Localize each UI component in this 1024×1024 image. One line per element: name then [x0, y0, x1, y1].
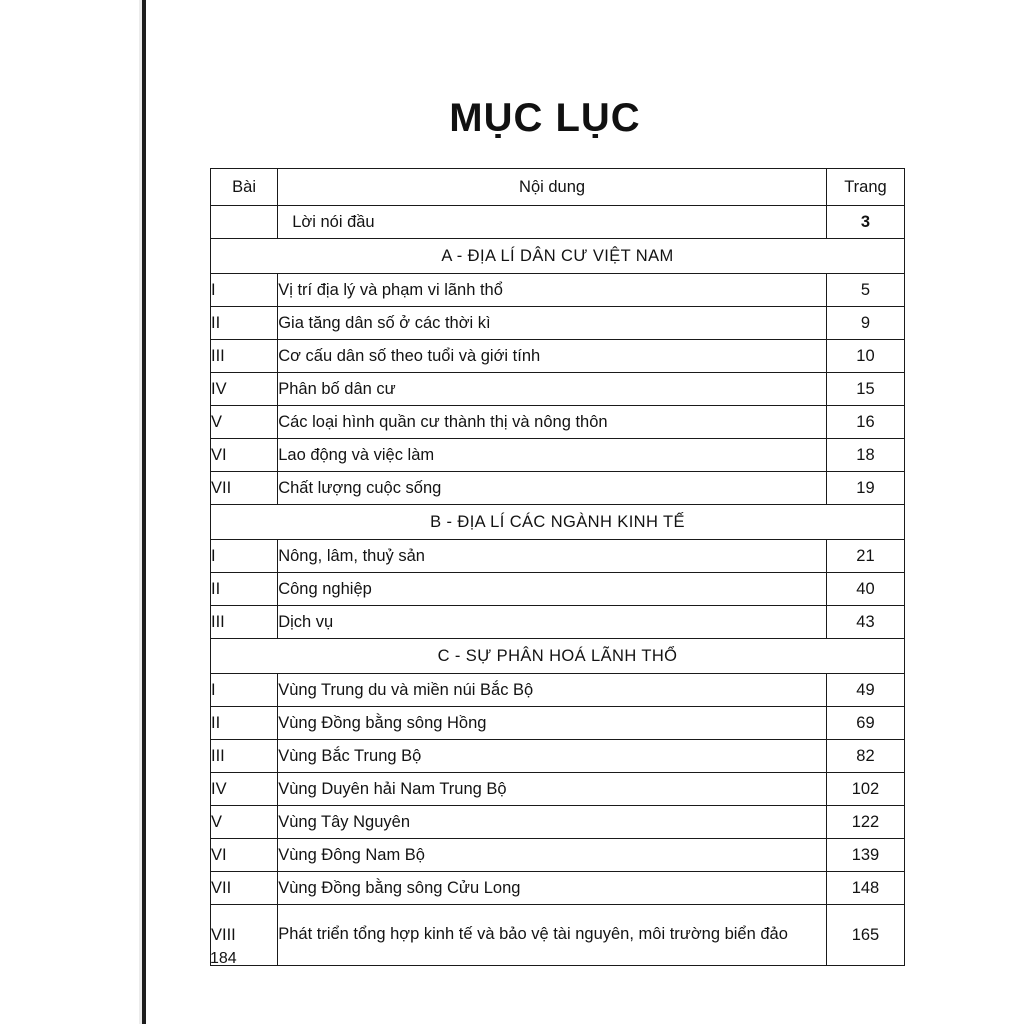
cell-bai	[211, 206, 278, 239]
cell-noi-dung: Công nghiệp	[278, 573, 827, 606]
cell-bai: IV	[211, 773, 278, 806]
cell-trang: 148	[826, 872, 904, 905]
cell-bai: II	[211, 307, 278, 340]
table-row	[211, 839, 905, 872]
table-row	[211, 274, 905, 307]
cell-bai: VIII	[211, 905, 278, 966]
cell-bai: VII	[211, 872, 278, 905]
table-row	[211, 707, 905, 740]
cell-bai: III	[211, 740, 278, 773]
page-title: MỤC LỤC	[449, 96, 641, 140]
cell-noi-dung: Các loại hình quần cư thành thị và nông thôn	[278, 406, 827, 439]
cell-trang: 43	[826, 606, 904, 639]
page-edge-light-band	[139, 0, 142, 1024]
column-header-trang: Trang	[826, 169, 904, 206]
column-header-bai: Bài	[211, 169, 278, 206]
table-section-row	[211, 239, 905, 274]
cell-noi-dung: Vùng Bắc Trung Bộ	[278, 740, 827, 773]
cell-trang: 122	[826, 806, 904, 839]
table-row	[211, 439, 905, 472]
cell-bai: VI	[211, 839, 278, 872]
cell-bai: I	[211, 274, 278, 307]
cell-bai: V	[211, 406, 278, 439]
table-section-row	[211, 639, 905, 674]
table-row	[211, 606, 905, 639]
cell-noi-dung: Vùng Đông Nam Bộ	[278, 839, 827, 872]
cell-trang: 165	[826, 905, 904, 966]
cell-noi-dung: Lời nói đầu	[278, 206, 827, 239]
page-sheet	[150, 0, 1024, 1024]
cell-trang: 21	[826, 540, 904, 573]
cell-noi-dung: Phân bố dân cư	[278, 373, 827, 406]
cell-trang: 3	[826, 206, 904, 239]
table-row	[211, 472, 905, 505]
section-label: A - ĐỊA LÍ DÂN CƯ VIỆT NAM	[211, 239, 905, 274]
page-edge-dark-band	[142, 0, 146, 1024]
cell-trang: 40	[826, 573, 904, 606]
cell-bai: V	[211, 806, 278, 839]
cell-bai: III	[211, 340, 278, 373]
table-row	[211, 740, 905, 773]
cell-trang: 49	[826, 674, 904, 707]
cell-bai: I	[211, 674, 278, 707]
cell-bai: II	[211, 573, 278, 606]
cell-trang: 69	[826, 707, 904, 740]
page-number: 184	[210, 950, 237, 967]
table-row	[211, 674, 905, 707]
table-row	[211, 872, 905, 905]
cell-noi-dung: Cơ cấu dân số theo tuổi và giới tính	[278, 340, 827, 373]
cell-trang: 19	[826, 472, 904, 505]
table-row	[211, 206, 905, 239]
cell-bai: VI	[211, 439, 278, 472]
cell-trang: 5	[826, 274, 904, 307]
table-row	[211, 573, 905, 606]
table-row	[211, 406, 905, 439]
cell-noi-dung: Vị trí địa lý và phạm vi lãnh thổ	[278, 274, 827, 307]
cell-noi-dung: Vùng Đồng bằng sông Cửu Long	[278, 872, 827, 905]
cell-trang: 102	[826, 773, 904, 806]
cell-bai: VII	[211, 472, 278, 505]
table-row	[211, 540, 905, 573]
cell-trang: 16	[826, 406, 904, 439]
cell-bai: I	[211, 540, 278, 573]
cell-noi-dung: Vùng Trung du và miền núi Bắc Bộ	[278, 674, 827, 707]
cell-trang: 18	[826, 439, 904, 472]
cell-noi-dung: Vùng Tây Nguyên	[278, 806, 827, 839]
table-row	[211, 307, 905, 340]
cell-noi-dung: Dịch vụ	[278, 606, 827, 639]
cell-trang: 15	[826, 373, 904, 406]
cell-trang: 139	[826, 839, 904, 872]
page-edge-strip	[0, 0, 146, 1024]
cell-noi-dung: Chất lượng cuộc sống	[278, 472, 827, 505]
column-header-noi-dung: Nội dung	[278, 169, 827, 206]
table-row	[211, 340, 905, 373]
table-row	[211, 806, 905, 839]
table-row	[211, 905, 905, 966]
table-of-contents-body	[211, 169, 905, 966]
section-label: B - ĐỊA LÍ CÁC NGÀNH KINH TẾ	[211, 505, 905, 540]
cell-trang: 10	[826, 340, 904, 373]
cell-noi-dung: Vùng Đồng bằng sông Hồng	[278, 707, 827, 740]
table-of-contents	[210, 168, 905, 966]
table-row	[211, 373, 905, 406]
cell-trang: 82	[826, 740, 904, 773]
cell-noi-dung: Lao động và việc làm	[278, 439, 827, 472]
cell-noi-dung: Phát triển tổng hợp kinh tế và bảo vệ tài nguyên, môi trường biển đảo	[278, 905, 827, 966]
table-row	[211, 773, 905, 806]
section-label: C - SỰ PHÂN HOÁ LÃNH THỔ	[211, 639, 905, 674]
cell-noi-dung: Gia tăng dân số ở các thời kì	[278, 307, 827, 340]
cell-noi-dung: Nông, lâm, thuỷ sản	[278, 540, 827, 573]
cell-bai: IV	[211, 373, 278, 406]
table-section-row	[211, 505, 905, 540]
table-header-row	[211, 169, 905, 206]
cell-trang: 9	[826, 307, 904, 340]
cell-bai: II	[211, 707, 278, 740]
cell-bai: III	[211, 606, 278, 639]
cell-noi-dung: Vùng Duyên hải Nam Trung Bộ	[278, 773, 827, 806]
